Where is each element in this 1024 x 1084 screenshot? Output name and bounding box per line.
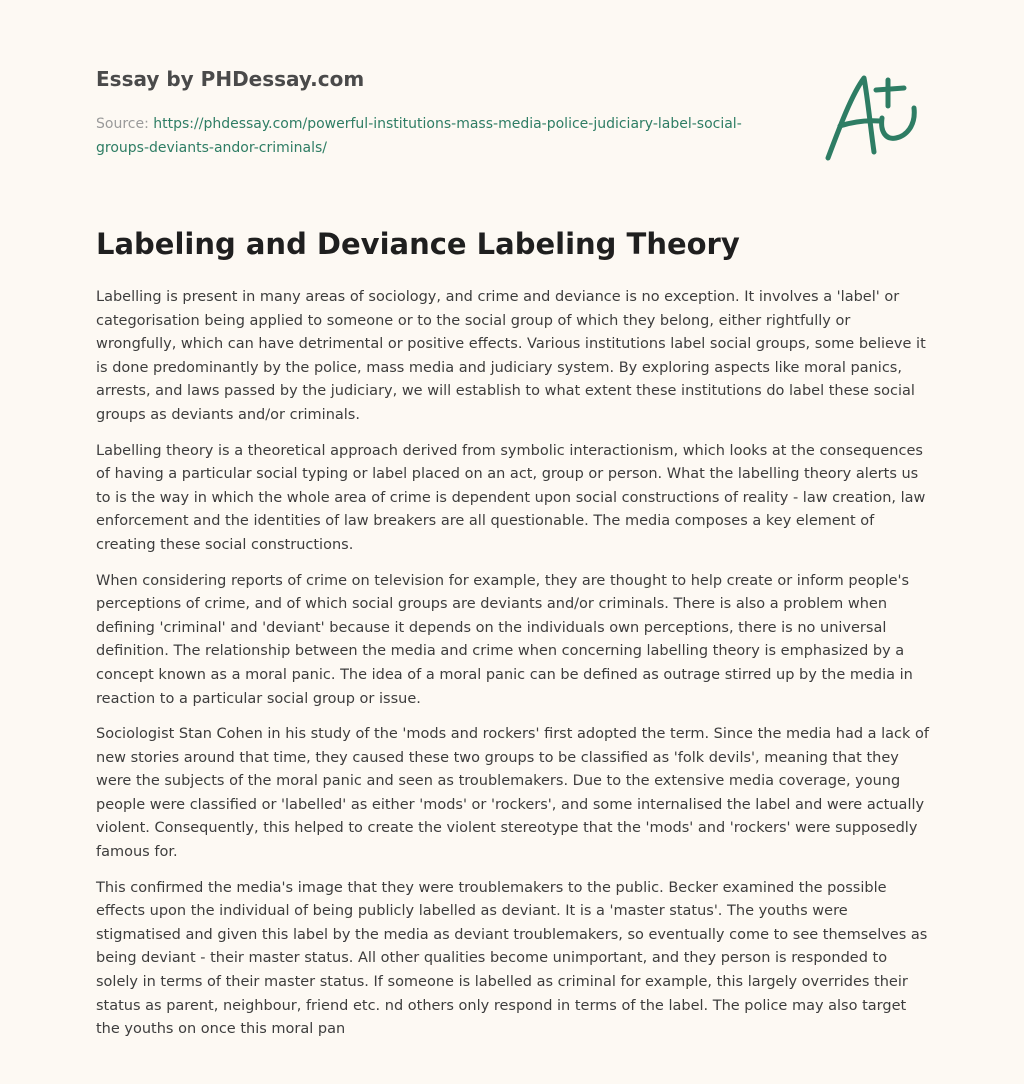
paragraph: Sociologist Stan Cohen in his study of the 'mods and rockers' first adopted the term. Since the media had a lack of new stories around that time, they caused these two groups to be classified as 'folk devils', meaning that they were the subjects of the moral panic and seen as troublemakers. Due to the extensive media coverage, young people were classified or 'labelled' as either 'mods' or 'rockers', and some internalised the label and were actually violent. Consequently, this helped to create the violent stereotype that the 'mods' and 'rockers' were supposedly famous for. (96, 726, 930, 861)
paragraph: When considering reports of crime on television for example, they are thought to help create or inform people's perceptions of crime, and of which social groups are deviants and/or criminals. There is also a problem when defining 'criminal' and 'deviant' because it depends on the individuals own perceptions, there is no universal definition. The relationship between the media and crime when concerning labelling theory is emphasized by a concept known as a moral panic. The idea of a moral panic can be defined as outrage stirred up by the media in reaction to a particular social group or issue. (96, 572, 913, 707)
source-line (96, 112, 776, 160)
article-body (96, 286, 930, 1054)
brand-title: Essay by PHDessay.com (96, 67, 365, 91)
paragraph: This confirmed the media's image that they were troublemakers to the public. Becker examined the possible effects upon the individual of being publicly labelled as deviant. It is a 'master status'. The youths were stigmatised and given this label by the media as deviant troublemakers, so eventually come to see themselves as being deviant - their master status. All other qualities become unimportant, and they person is responded to solely in terms of their master status. If someone is labelled as criminal for example, this largely overrides their status as parent, neighbour, friend etc. nd others only respond in terms of the label. The police may also target the youths on once this moral pan (96, 879, 928, 1038)
a-plus-logo-icon (818, 66, 930, 166)
paragraph: Labelling is present in many areas of sociology, and crime and deviance is no exception. It involves a 'label' or categorisation being applied to someone or to the social group of which they belong, either rightfully or wrongfully, which can have detrimental or positive effects. Various institutions label social groups, some believe it is done predominantly by the police, mass media and judiciary system. By exploring aspects like moral panics, arrests, and laws passed by the judiciary, we will establish to what extent these institutions do label these social groups as deviants and/or criminals. (96, 289, 926, 423)
paragraph: Labelling theory is a theoretical approach derived from symbolic interactionism, which looks at the consequences of having a particular social typing or label placed on an act, group or person. What the labelling theory alerts us to is the way in which the whole area of crime is dependent upon social constructions of reality - law creation, law enforcement and the identities of law breakers are all questionable. The media composes a key element of creating these social constructions. (96, 442, 926, 553)
essay-header (96, 66, 776, 160)
source-link[interactable]: https://phdessay.com/powerful-institutions-mass-media-police-judiciary-label-social-groups-deviants-andor-criminals/ (96, 116, 742, 156)
article-title: Labeling and Deviance Labeling Theory (96, 227, 740, 261)
source-label: Source: (96, 116, 149, 132)
